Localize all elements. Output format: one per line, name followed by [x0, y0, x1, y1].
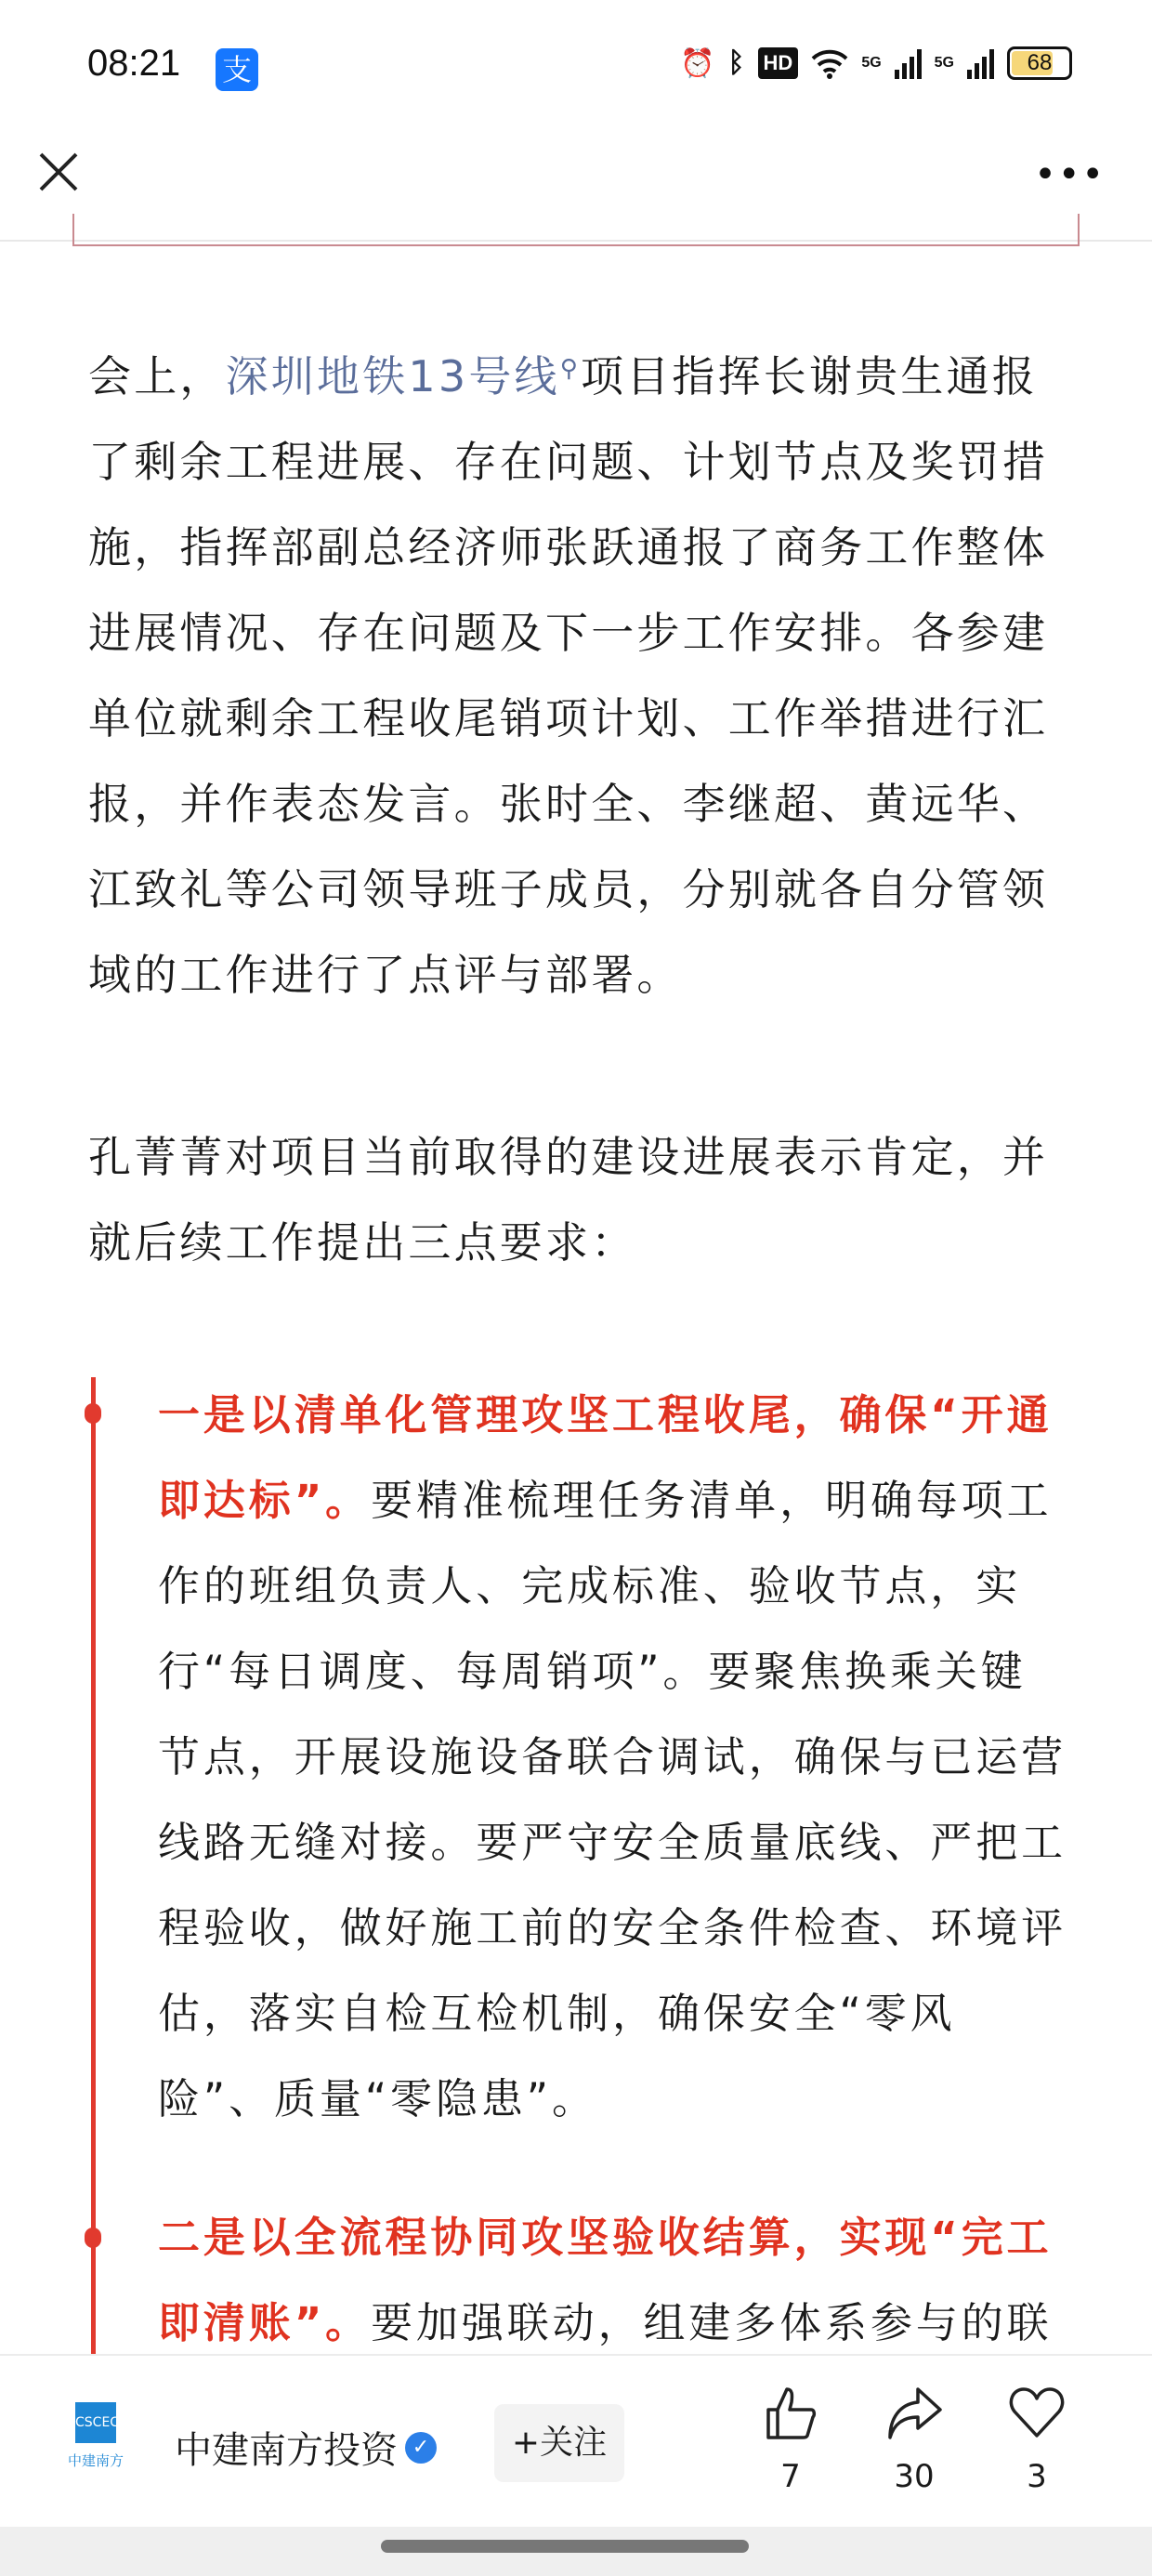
bottom-action-bar [0, 2354, 1152, 2529]
cscec-logo-icon: CSCEC [75, 2402, 116, 2443]
point-body: 要加强联动，组建多体系参与的联 [371, 2298, 1053, 2347]
share-icon [884, 2384, 944, 2443]
point-heading: 一是以清单化管理攻坚工程收尾，确保“开通即达标”。 [158, 1390, 1053, 1525]
network-label-1: 5G [861, 55, 882, 71]
bluetooth-icon: ᛒ [727, 47, 745, 78]
verified-icon: ✓ [405, 2432, 437, 2464]
account-logo[interactable] [67, 2402, 124, 2470]
bullet-dot [85, 1403, 101, 1424]
alipay-icon: 支 [216, 48, 258, 91]
heart-icon [1007, 2384, 1067, 2443]
network-label-2: 5G [934, 55, 954, 71]
point-heading: 二是以全流程协同攻坚验收结算，实现“完工即清账”。 [158, 2213, 1053, 2347]
subway-line-link[interactable]: 深圳地铁13号线 [225, 351, 560, 401]
bullet-dot [85, 2228, 101, 2248]
article-paragraph-2: 孔菁菁对项目当前取得的建设进展表示肯定，并就后续工作提出三点要求： [88, 1132, 1049, 1268]
like-button[interactable]: 7 [744, 2384, 837, 2495]
previous-content-box [72, 214, 1080, 246]
system-navigation-bar [0, 2527, 1152, 2576]
battery-icon: 68 [1007, 46, 1072, 80]
search-icon[interactable]: ⚲ [559, 355, 581, 383]
account-name[interactable]: 中建南方投资 ✓ [175, 2421, 437, 2474]
thumbs-up-icon [761, 2384, 820, 2443]
article-paragraph-1: 会上，深圳地铁13号线⚲项目指挥长谢贵生通报了剩余工程进展、存在问题、计划节点及奖罚措施，指挥部副总经济师张跃通报了商务工作整体进展情况、存在问题及下一步工作安排。各参建单位就剩余工程收尾销项计划、工作举措进行汇报，并作表态发言。张时全、李继超、黄远华、江致礼等公司领导班子成员，分别就各自分管领域的工作进行了点评与部署。 [88, 351, 1049, 1000]
point-body: 要精准梳理任务清单，明确每项工作的班组负责人、完成标准、验收节点，实行“每日调度、每周销项”。要聚焦换乘关键节点，开展设施设备联合调试，确保与已运营线路无缝对接。要严守安全质量底线、严把工程验收，做好施工前的安全条件检查、环境评估，落实自检互检机制，确保安全“零风险”、质量“零隐患”。 [158, 1476, 1067, 2123]
home-gesture-pill[interactable] [381, 2540, 749, 2553]
status-icons [680, 46, 1072, 80]
follow-button[interactable]: +关注 [494, 2404, 624, 2482]
favorite-button[interactable]: 3 [990, 2384, 1083, 2495]
alarm-icon: ⏰ [680, 47, 715, 79]
hd-icon: HD [758, 47, 799, 79]
quote-bar [91, 1377, 96, 2362]
status-bar [0, 0, 1152, 130]
status-time: 08:21 [87, 43, 181, 84]
point-2 [158, 2195, 1068, 2366]
signal-icon [895, 47, 922, 79]
signal-icon [967, 47, 994, 79]
close-icon[interactable] [35, 149, 82, 195]
share-button[interactable]: 30 [868, 2384, 961, 2495]
wifi-icon [811, 47, 848, 79]
point-1 [158, 1373, 1068, 2142]
more-icon[interactable]: ••• [1034, 153, 1106, 196]
logo-caption: 中建南方 [67, 2452, 124, 2469]
